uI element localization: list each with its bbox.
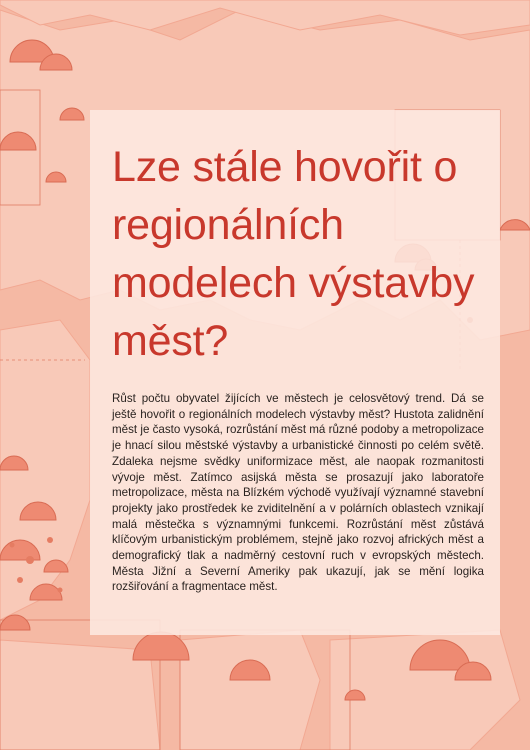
page-title: Lze stále hovořit o regionálních modelech výstavby měst? xyxy=(112,143,475,365)
intro-paragraph: Růst počtu obyvatel žijících ve městech je celosvětový trend. Dá se ještě hovořit o regionálních modelech výstavby měst? Hustota zalidnění měst je často vysoká, rozrůstání měst má různé podoby a metropolizace je hnací silou městské výstavby a urbanistické činnosti po celém světě. Zdaleka nejsme svědky uniformizace měst, ale naopak rozmanitosti vývoje měst. Zatímco asijská města se prosazují jako laboratoře metropolizace, města na Blízkém východě využívají významné stavební projekty jako prostředek ke zviditelnění a v polárních oblastech vznikají malá městečka s významnými funkcemi. Rozrůstání měst zůstává klíčovým urbanistickým problémem, stejně jako rozvoj afrických měst a demografický tlak a nadměrný cestovní ruch v evropských městech. Města Jižní a Severní Ameriky pak ukazují, jak se mění logika rozšiřování a fragmentace měst. xyxy=(112,392,484,594)
land-south-america xyxy=(180,630,320,750)
